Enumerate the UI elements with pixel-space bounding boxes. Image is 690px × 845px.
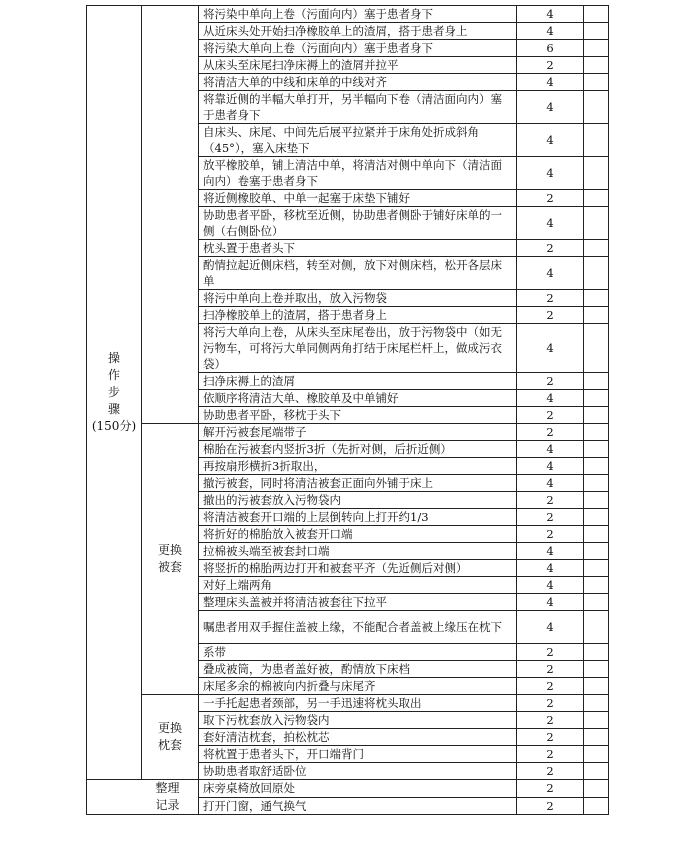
- step-text: 依顺序将清洁大单、橡胶单及中单铺好: [199, 390, 517, 407]
- step-text: 再按扇形横折3折取出，: [199, 458, 517, 475]
- blank-cell: [584, 611, 609, 644]
- step-score: 4: [517, 560, 584, 577]
- blank-cell: [584, 290, 609, 307]
- step-score: 4: [517, 257, 584, 290]
- blank-cell: [584, 695, 609, 712]
- step-score: 4: [517, 611, 584, 644]
- step-score: 2: [517, 290, 584, 307]
- group-label: 更换 被套: [142, 424, 199, 695]
- blank-cell: [584, 240, 609, 257]
- blank-cell: [584, 23, 609, 40]
- table-row: [87, 424, 609, 441]
- footer-label: 整理 记录: [87, 780, 199, 815]
- blank-cell: [584, 407, 609, 424]
- blank-cell: [584, 157, 609, 190]
- blank-cell: [584, 526, 609, 543]
- blank-cell: [584, 746, 609, 763]
- blank-cell: [584, 441, 609, 458]
- blank-cell: [584, 644, 609, 661]
- table-row: [87, 6, 609, 23]
- step-text: 协助患者平卧，移枕至近侧，协助患者侧卧于铺好床单的一侧（右侧卧位）: [199, 207, 517, 240]
- step-score: 2: [517, 307, 584, 324]
- step-text: 系带: [199, 644, 517, 661]
- step-text: 叠成被筒，为患者盖好被，酌情放下床档: [199, 661, 517, 678]
- step-score: 2: [517, 190, 584, 207]
- step-score: 4: [517, 6, 584, 23]
- blank-cell: [584, 207, 609, 240]
- step-text: 从床头至床尾扫净床褥上的渣屑并拉平: [199, 57, 517, 74]
- step-score: 2: [517, 509, 584, 526]
- section-label: 操 作 步 骤 (150分): [87, 6, 142, 780]
- step-text: 枕头置于患者头下: [199, 240, 517, 257]
- blank-cell: [584, 124, 609, 157]
- blank-cell: [584, 577, 609, 594]
- blank-cell: [584, 458, 609, 475]
- blank-cell: [584, 91, 609, 124]
- step-score: 4: [517, 324, 584, 373]
- step-score: 4: [517, 475, 584, 492]
- group-label: 更换 枕套: [142, 695, 199, 780]
- step-text: 将污染中单向上卷（污面向内）塞于患者身下: [199, 6, 517, 23]
- step-score: 2: [517, 526, 584, 543]
- step-score: 2: [517, 729, 584, 746]
- step-score: 2: [517, 780, 584, 798]
- step-score: 2: [517, 240, 584, 257]
- blank-cell: [584, 492, 609, 509]
- step-text: 将污中单向上卷并取出，放入污物袋: [199, 290, 517, 307]
- step-score: 4: [517, 91, 584, 124]
- step-text: 将清洁大单的中线和床单的中线对齐: [199, 74, 517, 91]
- blank-cell: [584, 560, 609, 577]
- step-text: 自床头、床尾、中间先后展平拉紧并于床角处折成斜角（45°），塞入床垫下: [199, 124, 517, 157]
- step-score: 4: [517, 458, 584, 475]
- step-score: 4: [517, 594, 584, 611]
- step-text: 一手托起患者颈部，另一手迅速将枕头取出: [199, 695, 517, 712]
- step-score: 6: [517, 40, 584, 57]
- step-text: 套好清洁枕套，拍松枕芯: [199, 729, 517, 746]
- blank-cell: [584, 257, 609, 290]
- step-text: 协助患者平卧，移枕于头下: [199, 407, 517, 424]
- step-score: 4: [517, 441, 584, 458]
- blank-cell: [584, 475, 609, 492]
- blank-cell: [584, 797, 609, 815]
- step-text: 扫净床褥上的渣屑: [199, 373, 517, 390]
- step-text: 解开污被套尾端带子: [199, 424, 517, 441]
- step-score: 4: [517, 124, 584, 157]
- step-score: 2: [517, 661, 584, 678]
- step-text: 将污大单向上卷，从床头至床尾卷出，放于污物袋中（如无污物车，可将污大单同侧两角打结于床尾栏杆上，做成污衣袋）: [199, 324, 517, 373]
- blank-cell: [584, 780, 609, 798]
- blank-cell: [584, 40, 609, 57]
- blank-cell: [584, 543, 609, 560]
- step-score: 2: [517, 678, 584, 695]
- step-text: 撤出的污被套放入污物袋内: [199, 492, 517, 509]
- step-score: 2: [517, 57, 584, 74]
- step-score: 4: [517, 577, 584, 594]
- blank-cell: [584, 390, 609, 407]
- blank-cell: [584, 57, 609, 74]
- score-sheet: [86, 5, 609, 815]
- step-text: 将近侧橡胶单、中单一起塞于床垫下铺好: [199, 190, 517, 207]
- blank-cell: [584, 509, 609, 526]
- step-text: 将竖折的棉胎两边打开和被套平齐（先近侧后对侧）: [199, 560, 517, 577]
- blank-cell: [584, 678, 609, 695]
- blank-cell: [584, 763, 609, 780]
- blank-cell: [584, 594, 609, 611]
- step-text: 协助患者取舒适卧位: [199, 763, 517, 780]
- step-score: 4: [517, 390, 584, 407]
- blank-cell: [584, 74, 609, 91]
- step-text: 打开门窗，通气换气: [199, 797, 517, 815]
- step-text: 将折好的棉胎放入被套开口端: [199, 526, 517, 543]
- table-row: [87, 780, 609, 798]
- blank-cell: [584, 373, 609, 390]
- step-score: 4: [517, 74, 584, 91]
- blank-cell: [584, 712, 609, 729]
- blank-cell: [584, 661, 609, 678]
- blank-cell: [584, 190, 609, 207]
- step-text: 整理床头盖被并将清洁被套往下拉平: [199, 594, 517, 611]
- table-row: [87, 695, 609, 712]
- step-text: 床尾多余的棉被向内折叠与床尾齐: [199, 678, 517, 695]
- step-text: 从近床头处开始扫净橡胶单上的渣屑，搭于患者身上: [199, 23, 517, 40]
- step-score: 2: [517, 712, 584, 729]
- blank-cell: [584, 6, 609, 23]
- blank-cell: [584, 424, 609, 441]
- step-text: 将污染大单向上卷（污面向内）塞于患者身下: [199, 40, 517, 57]
- step-score: 2: [517, 644, 584, 661]
- step-text: 将靠近侧的半幅大单打开，另半幅向下卷（清洁面向内）塞于患者身下: [199, 91, 517, 124]
- step-score: 2: [517, 424, 584, 441]
- step-score: 4: [517, 157, 584, 190]
- step-score: 2: [517, 695, 584, 712]
- blank-cell: [584, 729, 609, 746]
- step-score: 4: [517, 543, 584, 560]
- step-text: 棉胎在污被套内竖折3折（先折对侧，后折近侧）: [199, 441, 517, 458]
- step-text: 取下污枕套放入污物袋内: [199, 712, 517, 729]
- procedure-table: [86, 5, 609, 815]
- blank-cell: [584, 324, 609, 373]
- step-score: 2: [517, 373, 584, 390]
- step-text: 撤污被套，同时将清洁被套正面向外铺于床上: [199, 475, 517, 492]
- step-score: 4: [517, 207, 584, 240]
- step-text: 将清洁被套开口端的上层倒转向上打开约1/3: [199, 509, 517, 526]
- step-score: 2: [517, 492, 584, 509]
- step-text: 拉棉被头端至被套封口端: [199, 543, 517, 560]
- step-text: 放平橡胶单，铺上清洁中单，将清洁对侧中单向下（清洁面向内）卷塞于患者身下: [199, 157, 517, 190]
- step-score: 2: [517, 797, 584, 815]
- step-text: 对好上端两角: [199, 577, 517, 594]
- step-text: 将枕置于患者头下，开口端背门: [199, 746, 517, 763]
- step-score: 2: [517, 746, 584, 763]
- step-score: 4: [517, 23, 584, 40]
- procedure-table-body: [87, 6, 609, 815]
- step-score: 2: [517, 407, 584, 424]
- step-text: 扫净橡胶单上的渣屑，搭于患者身上: [199, 307, 517, 324]
- step-text: 床旁桌椅放回原处: [199, 780, 517, 798]
- group-label: [142, 6, 199, 424]
- step-score: 2: [517, 763, 584, 780]
- step-text: 酌情拉起近侧床档，转至对侧，放下对侧床档，松开各层床单: [199, 257, 517, 290]
- step-text: 嘱患者用双手握住盖被上缘，不能配合者盖被上缘压在枕下: [199, 611, 517, 644]
- blank-cell: [584, 307, 609, 324]
